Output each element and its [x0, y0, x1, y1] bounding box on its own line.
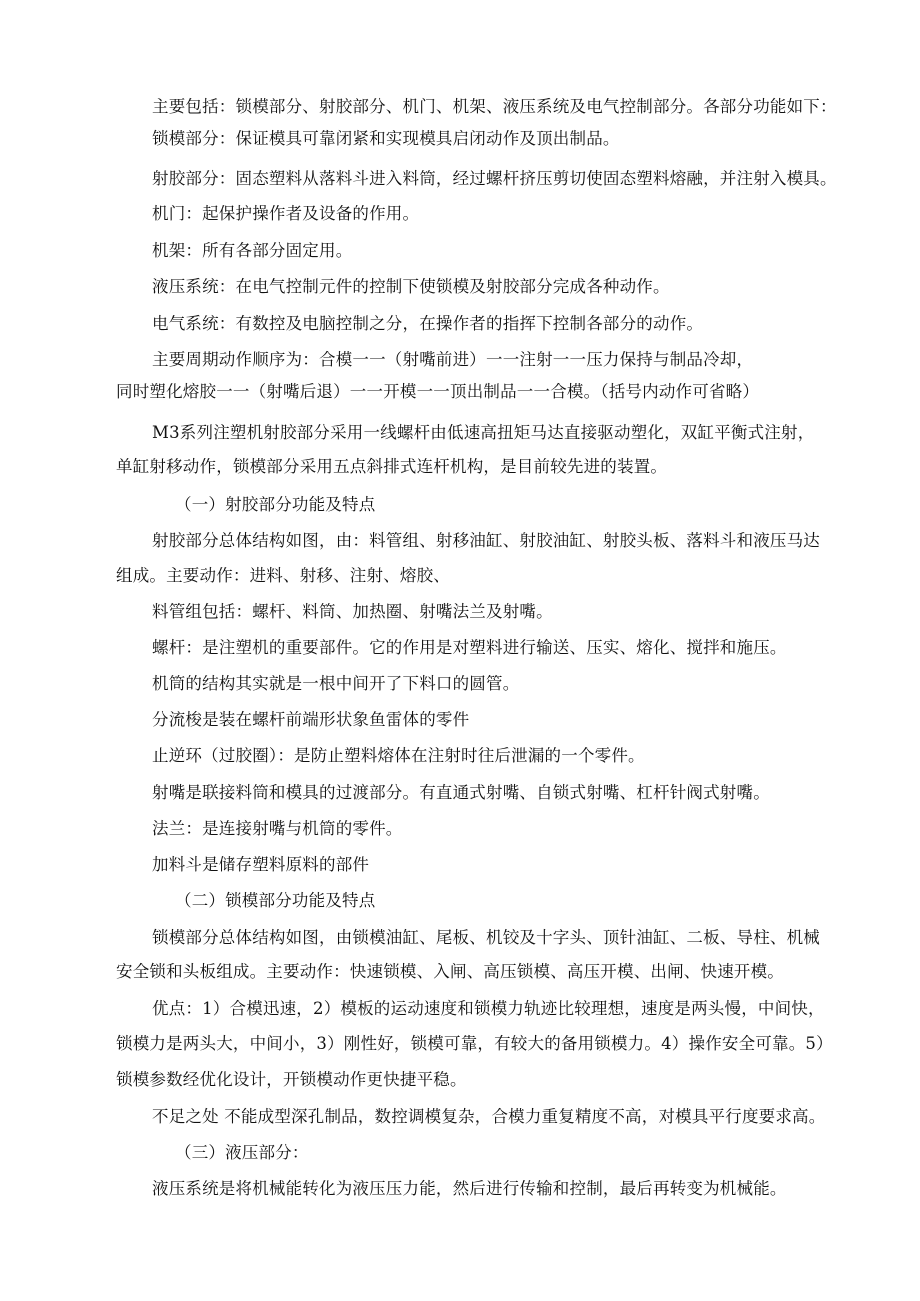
paragraph-injection-structure-line-2: 组成。主要动作：进料、射移、注射、熔胶、 — [116, 566, 450, 585]
paragraph-shortcomings: 不足之处 不能成型深孔制品，数控调模复杂，合模力重复精度不高，对模具平行度要求高。 — [152, 1107, 826, 1126]
paragraph-main-parts: 主要包括：锁模部分、射胶部分、机门、机架、液压系统及电气控制部分。各部分功能如下： — [152, 97, 837, 116]
paragraph-cycle-line-2: 同时塑化熔胶一一（射嘴后退）一一开模一一顶出制品一一合模。（括号内动作可省略） — [116, 382, 760, 401]
paragraph-barrel: 机筒的结构其实就是一根中间开了下料口的圆管。 — [152, 674, 520, 693]
paragraph-clamping: 锁模部分：保证模具可靠闭紧和实现模具启闭动作及顶出制品。 — [152, 129, 620, 148]
paragraph-hydraulic: 液压系统：在电气控制元件的控制下使锁模及射胶部分完成各种动作。 — [152, 277, 670, 296]
paragraph-frame: 机架：所有各部分固定用。 — [152, 241, 353, 260]
paragraph-screw: 螺杆：是注塑机的重要部件。它的作用是对塑料进行输送、压实、熔化、搅拌和施压。 — [152, 638, 787, 657]
paragraph-nozzle: 射嘴是联接料筒和模具的过渡部分。有直通式射嘴、自锁式射嘴、杠杆针阀式射嘴。 — [152, 783, 770, 802]
paragraph-injection-structure-line-1: 射胶部分总体结构如图，由：料管组、射移油缸、射胶油缸、射胶头板、落料斗和液压马达 — [152, 531, 820, 550]
paragraph-cycle-line-1: 主要周期动作顺序为：合模一一（射嘴前进）一一注射一一压力保持与制品冷却， — [152, 350, 754, 369]
paragraph-torpedo: 分流梭是装在螺杆前端形状象鱼雷体的零件 — [152, 710, 470, 729]
paragraph-door: 机门：起保护操作者及设备的作用。 — [152, 204, 420, 223]
paragraph-m3-line-2: 单缸射移动作，锁模部分采用五点斜排式连杆机构，是目前较先进的装置。 — [116, 457, 668, 476]
paragraph-clamping-structure-line-2: 安全锁和头板组成。主要动作：快速锁模、入闸、高压锁模、高压开模、出闸、快速开模。 — [116, 962, 784, 981]
paragraph-flange: 法兰：是连接射嘴与机筒的零件。 — [152, 819, 403, 838]
section-heading-injection: （一）射胶部分功能及特点 — [175, 495, 376, 514]
paragraph-advantages-line-1: 优点：1）合模迅速，2）模板的运动速度和锁模力轨迹比较理想，速度是两头慢，中间快， — [152, 999, 825, 1018]
paragraph-injection: 射胶部分：固态塑料从落料斗进入料筒，经过螺杆挤压剪切使固态塑料熔融，并注射入模具。 — [152, 169, 837, 188]
paragraph-advantages-line-3: 锁模参数经优化设计，开锁模动作更快捷平稳。 — [116, 1070, 467, 1089]
paragraph-check-ring: 止逆环（过胶圈）：是防止塑料熔体在注射时往后泄漏的一个零件。 — [152, 746, 645, 765]
paragraph-clamping-structure-line-1: 锁模部分总体结构如图，由锁模油缸、尾板、机铰及十字头、顶针油缸、二板、导柱、机械 — [152, 928, 820, 947]
section-heading-hydraulic: （三）液压部分： — [175, 1143, 309, 1162]
paragraph-hopper: 加料斗是储存塑料原料的部件 — [152, 855, 370, 874]
section-heading-clamping: （二）锁模部分功能及特点 — [175, 891, 376, 910]
paragraph-electrical: 电气系统：有数控及电脑控制之分，在操作者的指挥下控制各部分的动作。 — [152, 314, 704, 333]
paragraph-barrel-group: 料管组包括：螺杆、料筒、加热圈、射嘴法兰及射嘴。 — [152, 602, 553, 621]
paragraph-m3-line-1: M3系列注塑机射胶部分采用一线螺杆由低速高扭矩马达直接驱动塑化，双缸平衡式注射， — [152, 423, 815, 442]
paragraph-hydraulic-system: 液压系统是将机械能转化为液压压力能，然后进行传输和控制，最后再转变为机械能。 — [152, 1179, 787, 1198]
paragraph-advantages-line-2: 锁模力是两头大，中间小，3）刚性好，锁模可靠，有较大的备用锁模力。4）操作安全可靠。5） — [116, 1034, 833, 1053]
